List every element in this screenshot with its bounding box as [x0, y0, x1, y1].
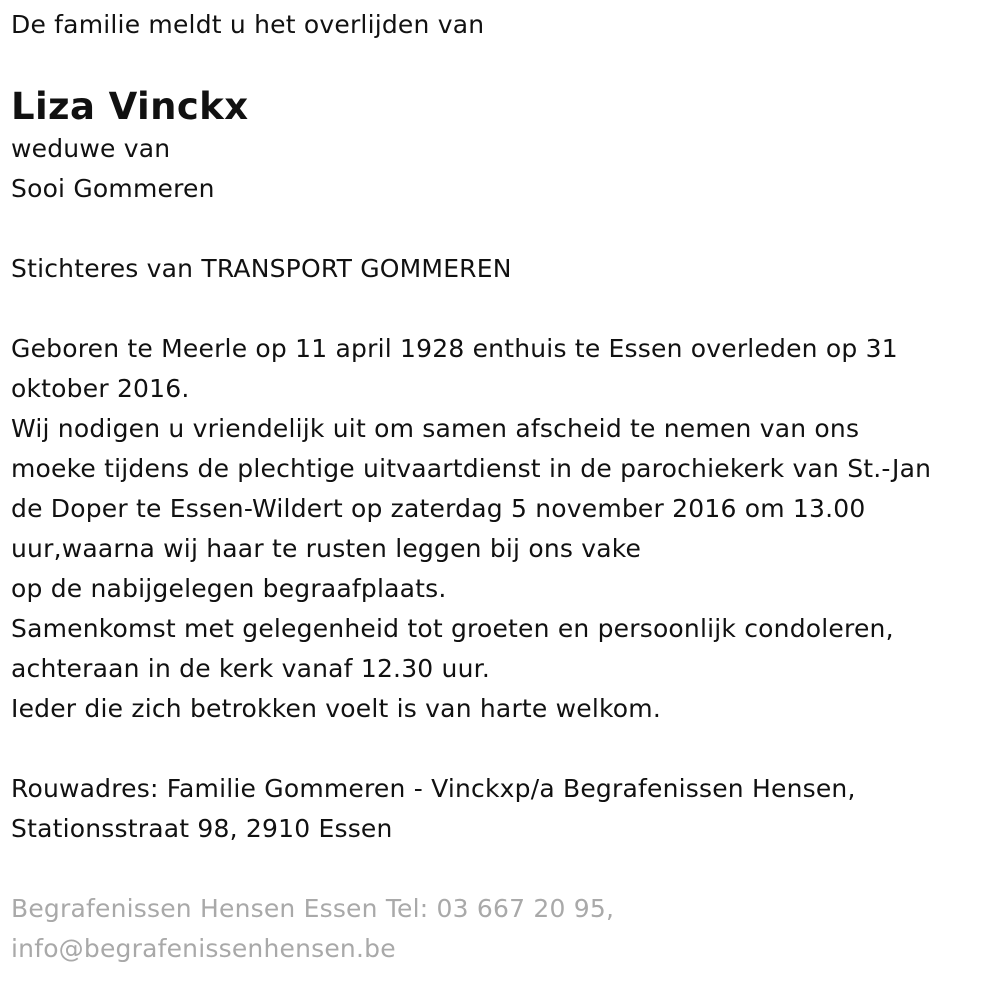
body-line: Samenkomst met gelegenheid tot groeten en persoonlijk condoleren, — [11, 614, 894, 643]
spacer — [11, 289, 986, 329]
body-line: Ieder die zich betrokken voelt is van harte welkom. — [11, 694, 662, 723]
relation-text: weduwe van — [11, 134, 171, 163]
body-line: Geboren te Meerle op 11 april 1928 enthuis te Essen overleden op 31 — [11, 334, 898, 363]
mourning-address — [11, 769, 986, 849]
address-line: Rouwadres: Familie Gommeren - Vinckxp/a Begrafenissen Hensen, — [11, 774, 856, 803]
notice-body — [11, 329, 986, 729]
body-line: moeke tijdens de plechtige uitvaartdienst in de parochiekerk van St.-Jan — [11, 454, 932, 483]
footer-email: info@begrafenissenhensen.be — [11, 934, 396, 963]
body-line: oktober 2016. — [11, 374, 190, 403]
intro-text: De familie meldt u het overlijden van — [11, 10, 485, 39]
footer-contact: Begrafenissen Hensen Essen Tel: 03 667 20 95, — [11, 894, 615, 923]
spacer — [11, 849, 986, 889]
spacer — [11, 729, 986, 769]
address-line: Stationsstraat 98, 2910 Essen — [11, 814, 393, 843]
body-line: op de nabijgelegen begraafplaats. — [11, 574, 447, 603]
body-line: achteraan in de kerk vanaf 12.30 uur. — [11, 654, 490, 683]
funeral-home-footer — [11, 889, 986, 969]
body-line: de Doper te Essen-Wildert op zaterdag 5 november 2016 om 13.00 — [11, 494, 866, 523]
spouse-name: Sooi Gommeren — [11, 174, 215, 203]
deceased-name: Liza Vinckx — [11, 85, 249, 128]
spacer — [11, 209, 986, 249]
body-line: uur,waarna wij haar te rusten leggen bij ons vake — [11, 534, 642, 563]
obituary-notice — [11, 0, 986, 969]
body-line: Wij nodigen u vriendelijk uit om samen afscheid te nemen van ons — [11, 414, 860, 443]
founder-text: Stichteres van TRANSPORT GOMMEREN — [11, 254, 512, 283]
